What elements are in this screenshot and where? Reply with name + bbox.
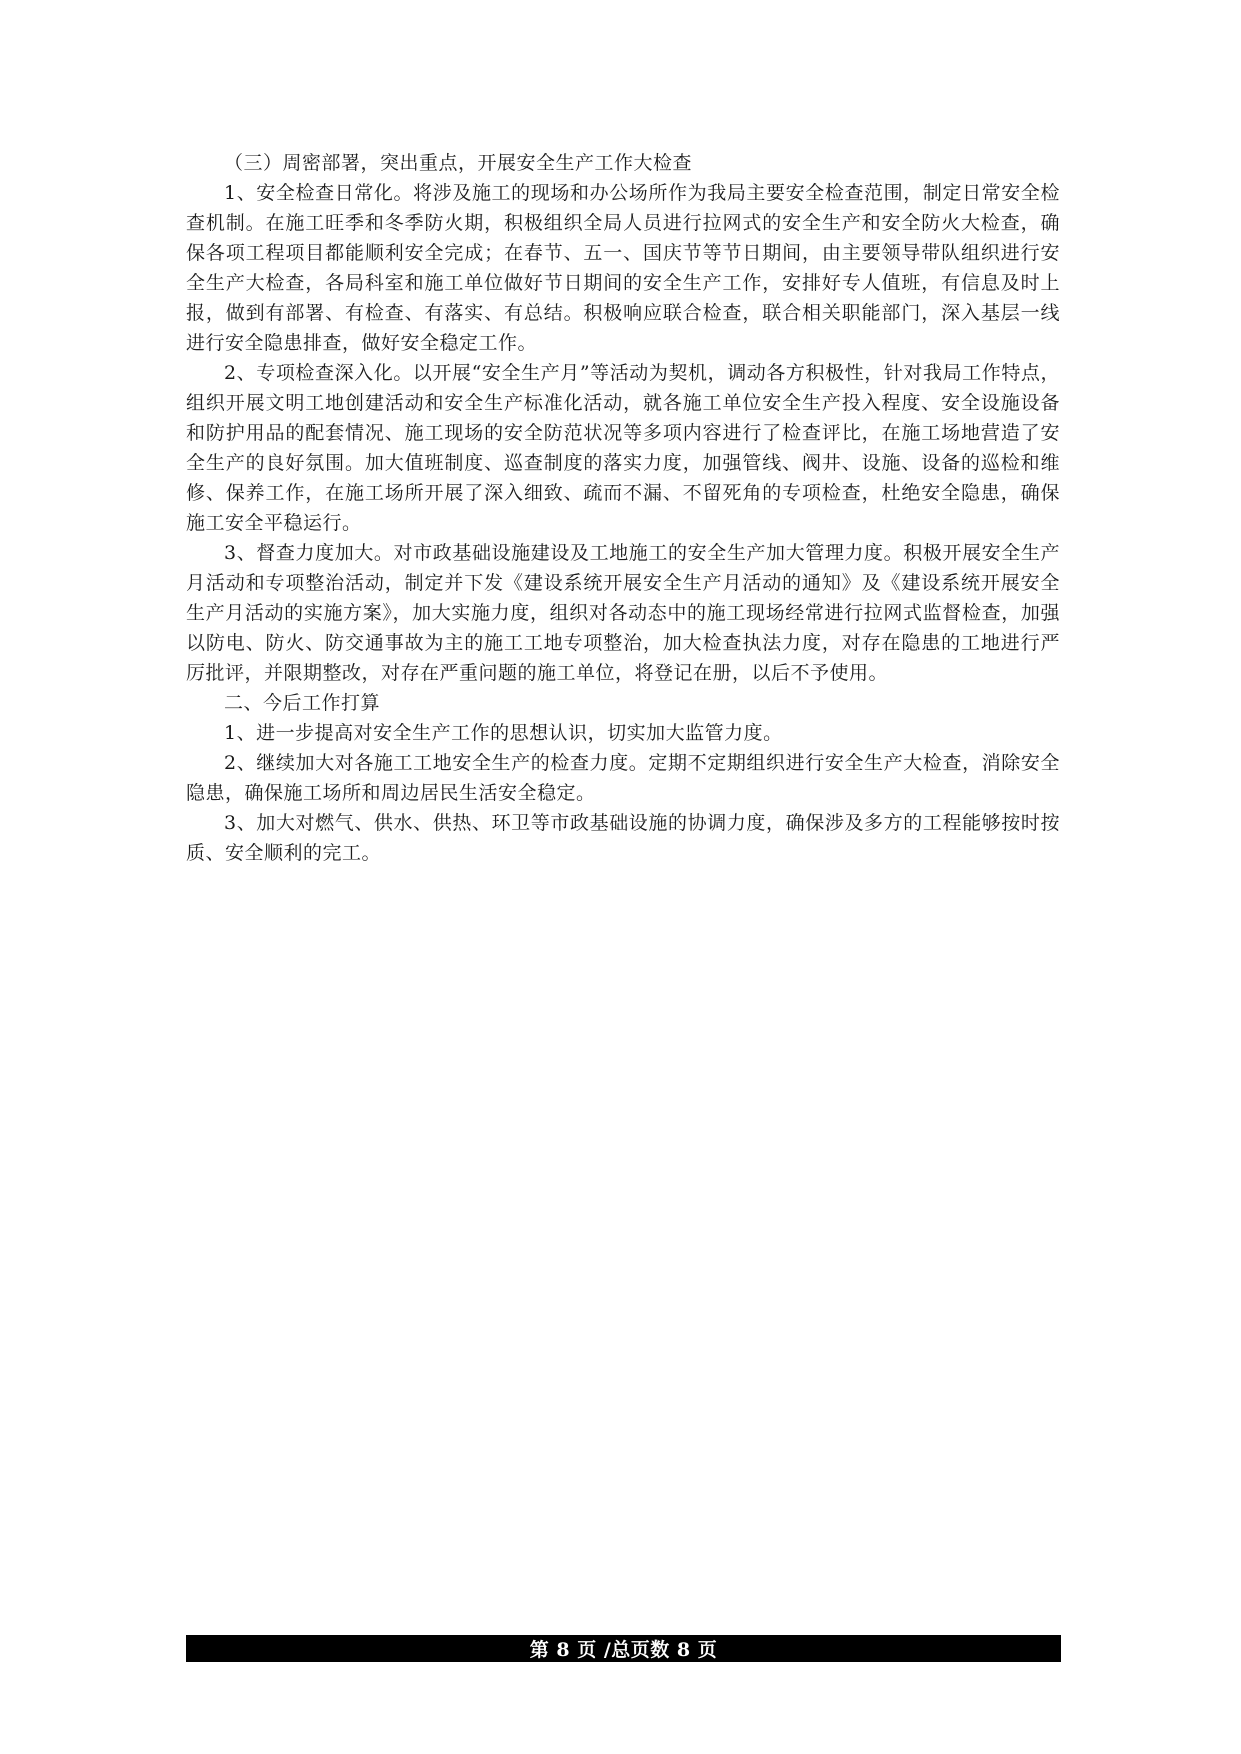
paragraph: 2、继续加大对各施工工地安全生产的检查力度。定期不定期组织进行安全生产大检查，消除安全隐患，确保施工场所和周边居民生活安全稳定。: [186, 752, 1060, 804]
paragraph: 3、加大对燃气、供水、供热、环卫等市政基础设施的协调力度，确保涉及多方的工程能够按时按质、安全顺利的完工。: [186, 812, 1060, 864]
document-body: [186, 148, 1060, 868]
paragraph: 3、督查力度加大。对市政基础设施建设及工地施工的安全生产加大管理力度。积极开展安全生产月活动和专项整治活动，制定并下发《建设系统开展安全生产月活动的通知》及《建设系统开展安全生产月活动的实施方案》，加大实施力度，组织对各动态中的施工现场经常进行拉网式监督检查，加强以防电、防火、防交通事故为主的施工工地专项整治，加大检查执法力度，对存在隐患的工地进行严厉批评，并限期整改，对存在严重问题的施工单位，将登记在册，以后不予使用。: [186, 542, 1060, 684]
section-heading: （三）周密部署，突出重点，开展安全生产工作大检查: [224, 152, 693, 174]
paragraph: 2、专项检查深入化。以开展“安全生产月”等活动为契机，调动各方积极性，针对我局工作特点，组织开展文明工地创建活动和安全生产标准化活动，就各施工单位安全生产投入程度、安全设施设备和防护用品的配套情况、施工现场的安全防范状况等多项内容进行了检查评比，在施工场地营造了安全生产的良好氛围。加大值班制度、巡查制度的落实力度，加强管线、阀井、设施、设备的巡检和维修、保养工作，在施工场所开展了深入细致、疏而不漏、不留死角的专项检查，杜绝安全隐患，确保施工安全平稳运行。: [186, 362, 1060, 534]
page-number-label: 第 8 页 /总页数 8 页: [529, 1639, 718, 1661]
paragraph: 1、安全检查日常化。将涉及施工的现场和办公场所作为我局主要安全检查范围，制定日常安全检查机制。在施工旺季和冬季防火期，积极组织全局人员进行拉网式的安全生产和安全防火大检查，确保各项工程项目都能顺利安全完成；在春节、五一、国庆节等节日期间，由主要领导带队组织进行安全生产大检查，各局科室和施工单位做好节日期间的安全生产工作，安排好专人值班，有信息及时上报，做到有部署、有检查、有落实、有总结。积极响应联合检查，联合相关职能部门，深入基层一线进行安全隐患排查，做好安全稳定工作。: [186, 182, 1060, 354]
paragraph: 1、进一步提高对安全生产工作的思想认识，切实加大监管力度。: [224, 722, 783, 744]
page-footer: [186, 1635, 1061, 1662]
section-heading: 二、今后工作打算: [224, 692, 381, 714]
